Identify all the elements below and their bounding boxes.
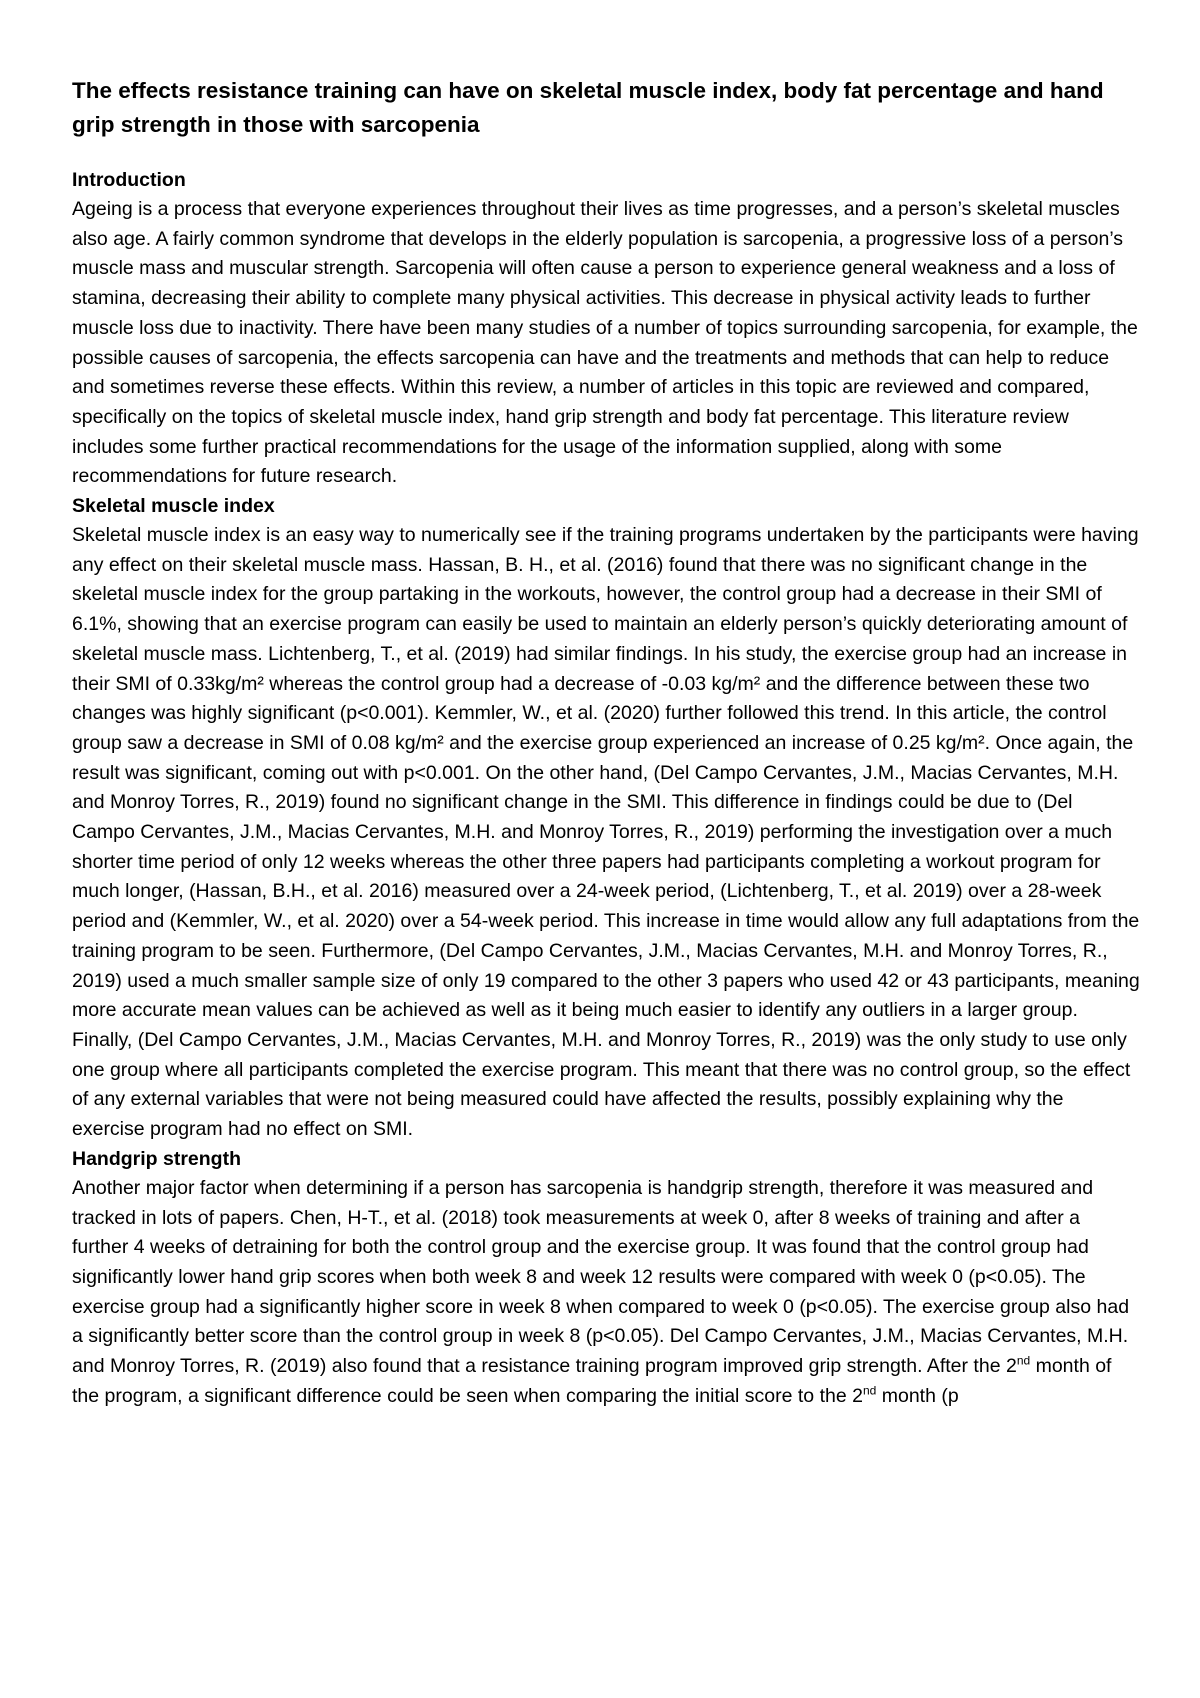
section-body-introduction: Ageing is a process that everyone experiences throughout their lives as time progresses, and a person’s skeletal muscles also age. A fairly common syndrome that develops in the elderly population is sarcopenia, a progressive loss of a person’s muscle mass and muscular strength. Sarcopenia will often cause a person to experience general weakness and a loss of stamina, decreasing their ability to complete many physical activities. This decrease in physical activity leads to further muscle loss due to inactivity. There have been many studies of a number of topics surrounding sarcopenia, for example, the possible causes of sarcopenia, the effects sarcopenia can have and the treatments and methods that can help to reduce and sometimes reverse these effects. Within this review, a number of articles in this topic are reviewed and compared, specifically on the topics of skeletal muscle index, hand grip strength and body fat percentage. This literature review includes some further practical recommendations for the usage of the information supplied, along with some recommendations for future research.: [72, 198, 1138, 488]
section-body-skeletal-muscle-index: Skeletal muscle index is an easy way to numerically see if the training programs undertaken by the participants were having any effect on their skeletal muscle mass. Hassan, B. H., et al. (2016) found that there was no significant change in the skeletal muscle index for the group partaking in the workouts, however, the control group had a decrease in their SMI of 6.1%, showing that an exercise program can easily be used to maintain an elderly person’s quickly deteriorating amount of skeletal muscle mass. Lichtenberg, T., et al. (2019) had similar findings. In his study, the exercise group had an increase in their SMI of 0.33kg/m² whereas the control group had a decrease of -0.03 kg/m² and the difference between these two changes was highly significant (p<0.001). Kemmler, W., et al. (2020) further followed this trend. In this article, the control group saw a decrease in SMI of 0.08 kg/m² and the exercise group experienced an increase of 0.25 kg/m². Once again, the result was significant, coming out with p<0.001. On the other hand, (Del Campo Cervantes, J.M., Macias Cervantes, M.H. and Monroy Torres, R., 2019) found no significant change in the SMI. This difference in findings could be due to (Del Campo Cervantes, J.M., Macias Cervantes, M.H. and Monroy Torres, R., 2019) performing the investigation over a much shorter time period of only 12 weeks whereas the other three papers had participants completing a workout program for much longer, (Hassan, B.H., et al. 2016) measured over a 24-week period, (Lichtenberg, T., et al. 2019) over a 28-week period and (Kemmler, W., et al. 2020) over a 54-week period. This increase in time would allow any full adaptations from the training program to be seen. Furthermore, (Del Campo Cervantes, J.M., Macias Cervantes, M.H. and Monroy Torres, R., 2019) used a much smaller sample size of only 19 compared to the other 3 papers who used 42 or 43 participants, meaning more accurate mean values can be achieved as well as it being much easier to identify any outliers in a larger group. Finally, (Del Campo Cervantes, J.M., Macias Cervantes, M.H. and Monroy Torres, R., 2019) was the only study to use only one group where all participants completed the exercise program. This meant that there was no control group, so the effect of any external variables that were not being measured could have affected the results, possibly explaining why the exercise program had no effect on SMI.: [72, 524, 1140, 1141]
section-handgrip-strength: [72, 1145, 1140, 1412]
section-body-handgrip-strength: Another major factor when determining if a person has sarcopenia is handgrip strength, therefore it was measured and tracked in lots of papers. Chen, H-T., et al. (2018) took measurements at week 0, after 8 weeks of training and after a further 4 weeks of detraining for both the control group and the exercise group. It was found that the control group had significantly lower hand grip scores when both week 8 and week 12 results were compared with week 0 (p<0.05). The exercise group had a significantly higher score in week 8 when compared to week 0 (p<0.05). The exercise group also had a significantly better score than the control group in week 8 (p<0.05). Del Campo Cervantes, J.M., Macias Cervantes, M.H. and Monroy Torres, R. (2019) also found that a resistance training program improved grip strength. After the 2nd month of the program, a significant difference could be seen when comparing the initial score to the 2nd month (p: [72, 1176, 1130, 1407]
section-heading-introduction: Introduction: [72, 169, 186, 191]
section-heading-skeletal-muscle-index: Skeletal muscle index: [72, 495, 275, 518]
section-introduction: [72, 166, 1140, 492]
document-title: The effects resistance training can have on skeletal muscle index, body fat percentage and hand grip strength in those with sarcopenia: [72, 78, 1104, 137]
section-skeletal-muscle-index: [72, 492, 1140, 1145]
document-page: [72, 74, 1140, 1411]
section-heading-handgrip-strength: Handgrip strength: [72, 1147, 241, 1170]
